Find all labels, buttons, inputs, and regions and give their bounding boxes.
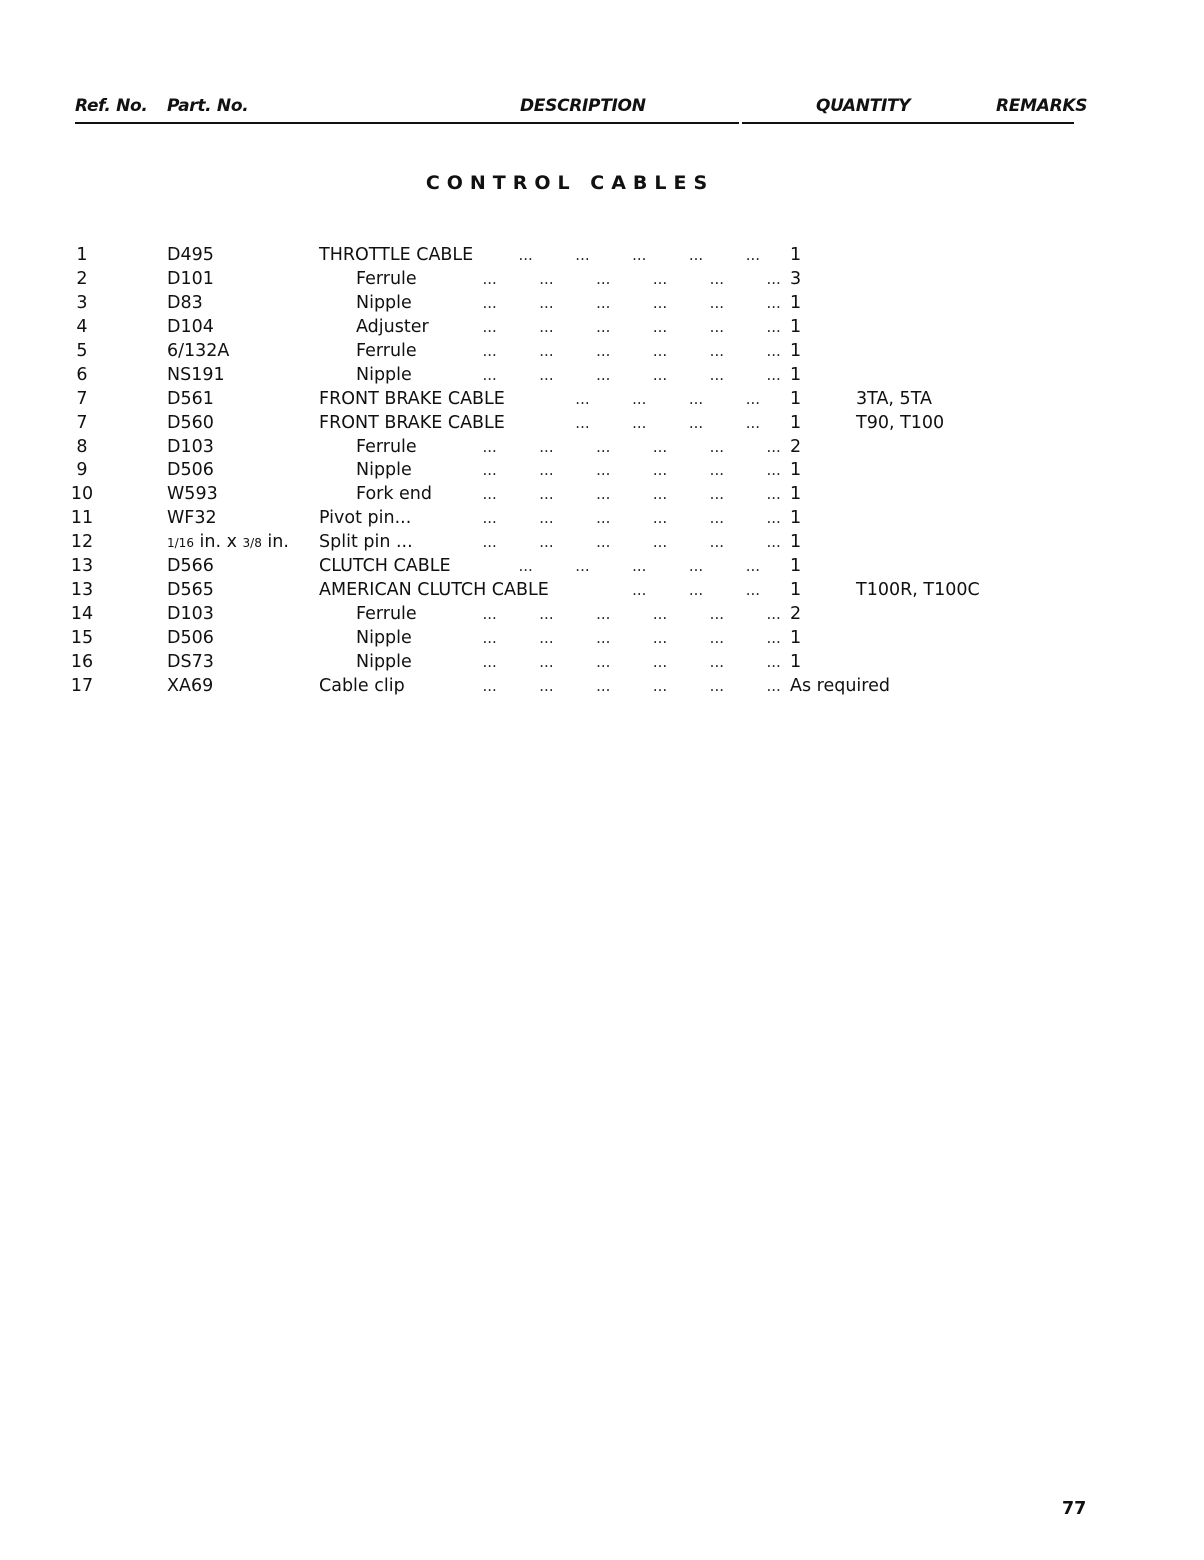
description-cell: FRONT BRAKE CABLE <box>319 388 505 409</box>
ref-no-cell: 3 <box>76 292 88 313</box>
table-row <box>0 482 1204 506</box>
ref-no-cell: 17 <box>70 675 94 696</box>
part-no-cell: D565 <box>167 580 214 601</box>
page-number: 77 <box>1062 1499 1087 1519</box>
part-no-cell: W593 <box>167 484 218 505</box>
table-row <box>0 650 1204 674</box>
table-row <box>0 506 1204 530</box>
ref-no-cell: 7 <box>76 388 88 409</box>
remarks-cell: 3TA, 5TA <box>856 388 932 409</box>
description-cell: Adjuster <box>356 316 429 337</box>
quantity-cell: 1 <box>790 484 802 505</box>
part-no-cell: D83 <box>167 292 203 313</box>
header-remarks: REMARKS <box>996 96 1088 116</box>
part-no-cell: NS191 <box>167 364 225 385</box>
dot-leader: ... ... ... ... ... ... <box>482 461 781 480</box>
quantity-cell: 1 <box>790 532 802 553</box>
dot-leader: ... ... ... ... ... ... <box>482 269 781 288</box>
table-row <box>0 363 1204 387</box>
table-row <box>0 602 1204 626</box>
description-cell: Cable clip <box>319 675 405 696</box>
header-quantity: QUANTITY <box>816 96 911 116</box>
quantity-cell: 2 <box>790 436 802 457</box>
dot-leader: ... ... ... ... ... ... <box>482 533 781 552</box>
part-no-cell: D103 <box>167 436 214 457</box>
description-cell: Nipple <box>356 364 412 385</box>
ref-no-cell: 16 <box>70 651 94 672</box>
table-row <box>0 626 1204 650</box>
ref-no-cell: 13 <box>70 580 94 601</box>
quantity-cell: 1 <box>790 364 802 385</box>
table-row <box>0 339 1204 363</box>
dot-leader: ... ... ... ... <box>575 413 760 432</box>
description-cell: Ferrule <box>356 604 417 625</box>
quantity-cell: 1 <box>790 651 802 672</box>
dot-leader: ... ... ... ... <box>575 389 760 408</box>
ref-no-cell: 12 <box>70 532 94 553</box>
quantity-cell: 3 <box>790 268 802 289</box>
dot-leader: ... ... ... ... ... ... <box>482 437 781 456</box>
description-cell: Nipple <box>356 460 412 481</box>
quantity-cell: 2 <box>790 604 802 625</box>
part-no-cell: D101 <box>167 268 214 289</box>
table-row <box>0 387 1204 411</box>
description-cell: Fork end <box>356 484 433 505</box>
dot-leader: ... ... ... ... ... ... <box>482 485 781 504</box>
quantity-cell: 1 <box>790 628 802 648</box>
part-no-cell: XA69 <box>167 675 214 696</box>
quantity-cell: As required <box>790 675 890 696</box>
part-no-cell: D560 <box>167 412 214 433</box>
part-no-cell: D495 <box>167 245 214 265</box>
part-no-cell: D103 <box>167 604 214 625</box>
ref-no-cell: 4 <box>76 316 88 337</box>
description-cell: Nipple <box>356 628 412 648</box>
table-row <box>0 530 1204 554</box>
description-cell: Nipple <box>356 292 412 313</box>
description-cell: Pivot pin... <box>319 508 412 529</box>
description-cell: Ferrule <box>356 340 417 361</box>
quantity-cell: 1 <box>790 580 802 601</box>
header-description: DESCRIPTION <box>520 96 646 116</box>
dot-leader: ... ... ... ... ... ... <box>482 652 781 671</box>
table-row <box>0 411 1204 435</box>
description-cell: CLUTCH CABLE <box>319 556 451 577</box>
table-row <box>0 674 1204 698</box>
dot-leader: ... ... ... ... ... ... <box>482 676 781 695</box>
remarks-cell: T90, T100 <box>856 412 945 433</box>
ref-no-cell: 1 <box>76 245 88 265</box>
description-cell: Split pin ... <box>319 532 413 553</box>
ref-no-cell: 15 <box>70 628 94 648</box>
description-cell: Ferrule <box>356 436 417 457</box>
ref-no-cell: 9 <box>76 460 88 481</box>
part-no-cell: D561 <box>167 388 214 409</box>
dot-leader: ... ... ... ... ... ... <box>482 629 781 647</box>
table-row <box>0 435 1204 459</box>
dot-leader: ... ... ... ... ... ... <box>482 341 781 360</box>
ref-no-cell: 6 <box>76 364 88 385</box>
section-title: CONTROL CABLES <box>425 172 715 194</box>
part-no-cell: D506 <box>167 460 214 481</box>
dot-leader: ... ... ... ... ... <box>518 246 760 264</box>
dot-leader: ... ... ... ... ... ... <box>482 365 781 384</box>
header-part-no: Part. No. <box>167 96 249 116</box>
header-rule-left <box>75 122 739 124</box>
header-rule-right <box>742 122 1074 124</box>
dot-leader: ... ... ... ... ... ... <box>482 509 781 528</box>
table-row <box>0 267 1204 291</box>
dot-leader: ... ... ... ... ... ... <box>482 293 781 312</box>
part-no-cell: D506 <box>167 628 214 648</box>
remarks-cell: T100R, T100C <box>856 580 980 601</box>
description-cell: FRONT BRAKE CABLE <box>319 412 505 433</box>
dot-leader: ... ... ... ... ... <box>518 557 760 576</box>
ref-no-cell: 14 <box>70 604 94 625</box>
table-row <box>0 578 1204 602</box>
ref-no-cell: 10 <box>70 484 94 505</box>
dot-leader: ... ... ... ... ... ... <box>482 605 781 624</box>
header-ref-no: Ref. No. <box>75 96 148 116</box>
ref-no-cell: 11 <box>70 508 94 529</box>
description-cell: AMERICAN CLUTCH CABLE <box>319 580 549 601</box>
part-no-cell: DS73 <box>167 651 214 672</box>
description-cell: Ferrule <box>356 268 417 289</box>
quantity-cell: 1 <box>790 292 802 313</box>
part-no-cell: 1/16 in. x 3/8 in. <box>167 532 289 553</box>
parts-list <box>0 243 1204 698</box>
quantity-cell: 1 <box>790 245 802 265</box>
quantity-cell: 1 <box>790 412 802 433</box>
quantity-cell: 1 <box>790 460 802 481</box>
ref-no-cell: 5 <box>76 340 88 361</box>
part-no-cell: 6/132A <box>167 340 230 361</box>
dot-leader: ... ... ... <box>632 581 760 600</box>
table-row <box>0 291 1204 315</box>
quantity-cell: 1 <box>790 556 802 577</box>
ref-no-cell: 7 <box>76 412 88 433</box>
quantity-cell: 1 <box>790 316 802 337</box>
table-row <box>0 315 1204 339</box>
dot-leader: ... ... ... ... ... ... <box>482 317 781 336</box>
part-no-cell: D566 <box>167 556 214 577</box>
description-cell: Nipple <box>356 651 412 672</box>
part-no-cell: WF32 <box>167 508 217 529</box>
ref-no-cell: 2 <box>76 268 88 289</box>
ref-no-cell: 13 <box>70 556 94 577</box>
table-row <box>0 243 1204 267</box>
description-cell: THROTTLE CABLE <box>319 245 474 265</box>
part-no-cell: D104 <box>167 316 214 337</box>
table-row <box>0 554 1204 578</box>
quantity-cell: 1 <box>790 508 802 529</box>
table-row <box>0 458 1204 482</box>
quantity-cell: 1 <box>790 340 802 361</box>
ref-no-cell: 8 <box>76 436 88 457</box>
quantity-cell: 1 <box>790 388 802 409</box>
